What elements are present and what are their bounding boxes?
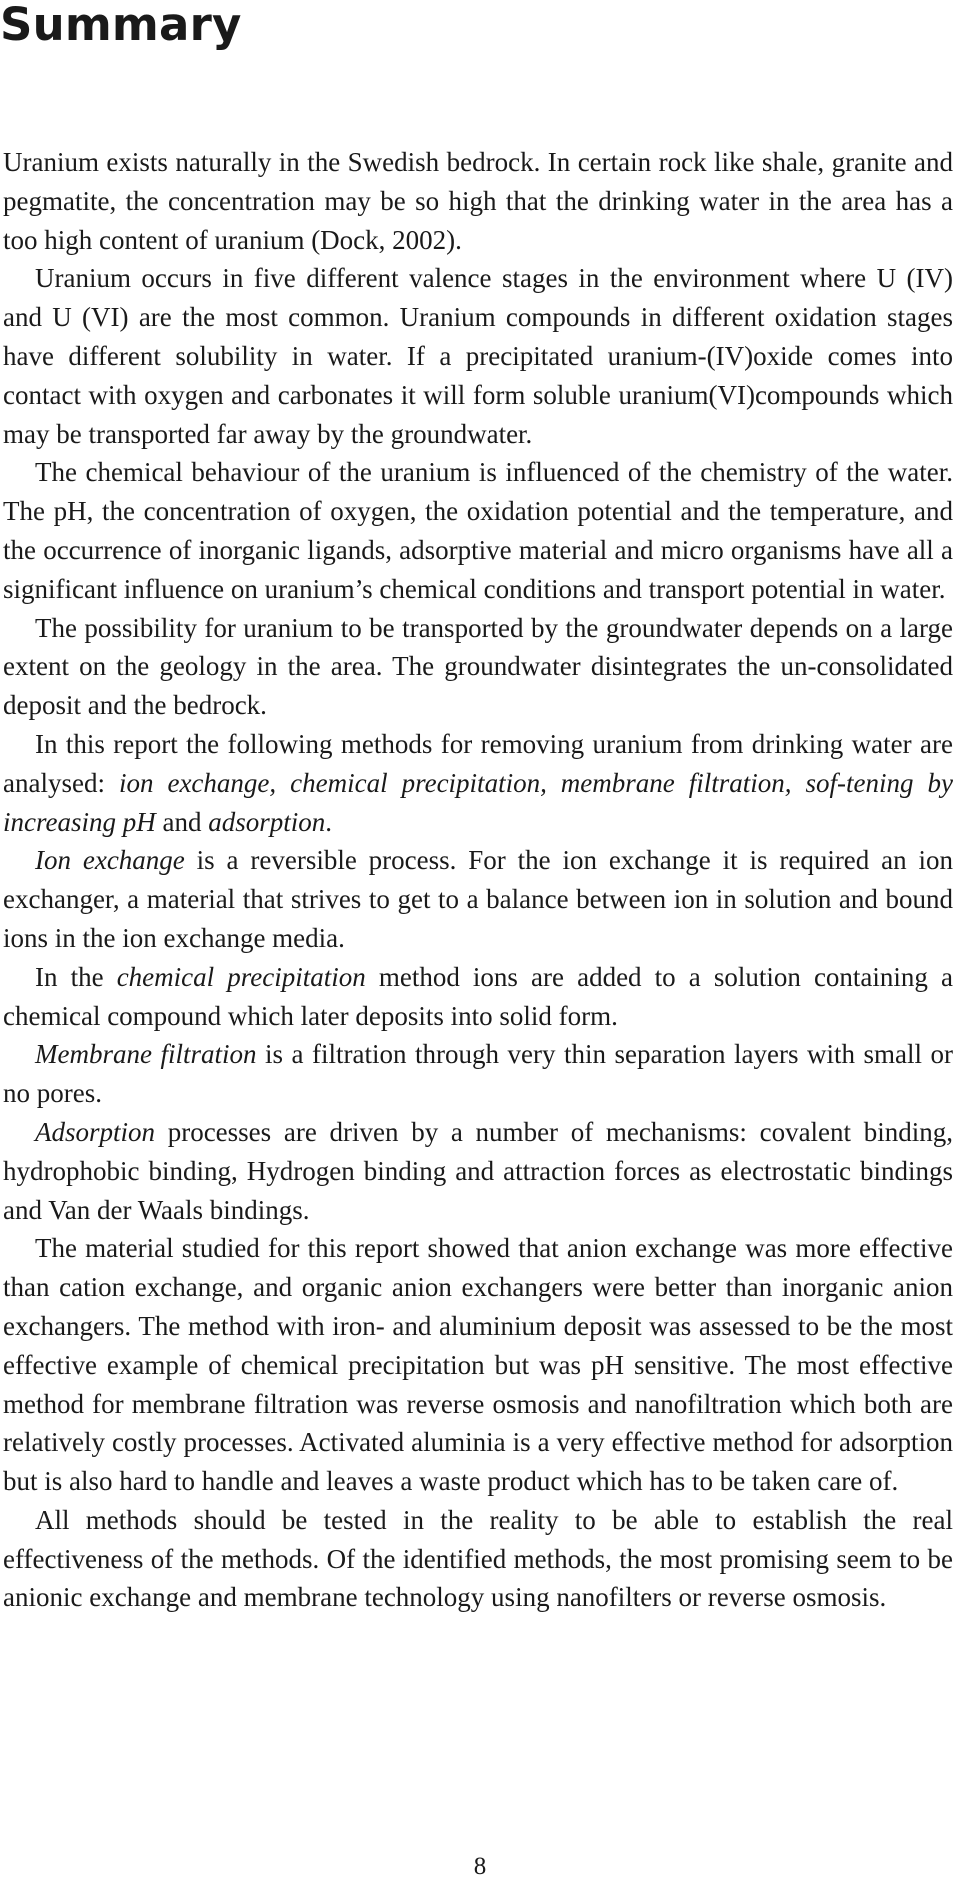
paragraph-text: The possibility for uranium to be transported by the groundwater depends on a large extent on the geology in the area. The groundwater disintegrates the un-consolidated deposit and the bedrock. <box>3 612 953 721</box>
term-ion-exchange: Ion exchange <box>35 845 185 876</box>
term-membrane-filtration: Membrane filtration <box>35 1039 257 1070</box>
term-chemical-precipitation: chemical precipitation <box>116 961 366 992</box>
paragraph-valence-stages <box>3 259 953 453</box>
paragraph-membrane-filtration <box>3 1035 953 1113</box>
paragraph-text: and <box>155 806 209 837</box>
paragraph-uranium-bedrock <box>3 143 953 259</box>
methods-list-italic: ion exchange, chemical precipitation, membrane filtration, sof-tening by increasing pH <box>3 767 953 837</box>
paragraph-conclusion <box>3 1501 953 1617</box>
paragraph-text: is a reversible process. For the ion exchange it is required an ion exchanger, a material that strives to get to a balance between ion in solution and bound ions in the ion exchange media. <box>3 845 953 953</box>
paragraph-text: In the <box>35 961 117 992</box>
paragraph-text: is a filtration through very thin separation layers with small or no pores. <box>3 1039 953 1109</box>
paragraph-adsorption <box>3 1113 953 1229</box>
page-title: Summary <box>0 0 242 51</box>
paragraph-ion-exchange <box>3 841 953 957</box>
paragraph-chemical-precipitation <box>3 958 953 1036</box>
method-adsorption-italic: adsorption <box>208 806 326 837</box>
paragraph-methods-analysed <box>3 725 953 841</box>
paragraph-text: Uranium occurs in five different valence stages in the environment where U (IV) and U (VI) are the most common. Uranium compounds in different oxidation stages have different solubility in water. If a precipitated uranium-(IV)oxide comes into contact with oxygen and carbonates it will form soluble uranium(VI)compounds which may be transported far away by the groundwater. <box>3 263 953 449</box>
paragraph-text: In this report the following methods for removing uranium from drinking water are analysed: <box>3 728 953 798</box>
paragraph-text: All methods should be tested in the reality to be able to establish the real effectiveness of the methods. Of the identified methods, the most promising seem to be anionic exchange and membrane technology using nanofilters or reverse osmosis. <box>3 1504 953 1613</box>
page-number: 8 <box>473 1853 487 1880</box>
paragraph-text: . <box>325 806 332 837</box>
paragraph-groundwater-transport <box>3 609 953 725</box>
paragraph-text: The chemical behaviour of the uranium is influenced of the chemistry of the water. The pH, the concentration of oxygen, the oxidation potential and the temperature, and the occurrence of inorganic ligands, adsorptive material and micro organisms have all a significant influence on uranium’s chemical conditions and transport potential in water. <box>3 457 953 604</box>
summary-body <box>3 143 953 1617</box>
paragraph-text: processes are driven by a number of mechanisms: covalent binding, hydrophobic binding, Hydrogen binding and attraction forces as electrostatic bindings and Van der Waals bindings. <box>3 1116 953 1225</box>
term-adsorption: Adsorption <box>35 1116 156 1147</box>
paragraph-material-studied <box>3 1229 953 1501</box>
paragraph-text: The material studied for this report showed that anion exchange was more effective than cation exchange, and organic anion exchangers were better than inorganic anion exchangers. The method with iron- and aluminium deposit was assessed to be the most effective example of chemical precipitation but was pH sensitive. The most effective method for membrane filtration was reverse osmosis and nanofiltration which both are relatively costly processes. Activated aluminia is a very effective method for adsorption but is also hard to handle and leaves a waste product which has to be taken care of. <box>3 1233 953 1497</box>
paragraph-text: Uranium exists naturally in the Swedish bedrock. In certain rock like shale, granite and pegmatite, the concentration may be so high that the drinking water in the area has a too high content of uranium (Dock, 2002). <box>3 147 953 255</box>
paragraph-text: method ions are added to a solution containing a chemical compound which later deposits into solid form. <box>3 961 954 1031</box>
paragraph-chemical-behaviour <box>3 453 953 608</box>
